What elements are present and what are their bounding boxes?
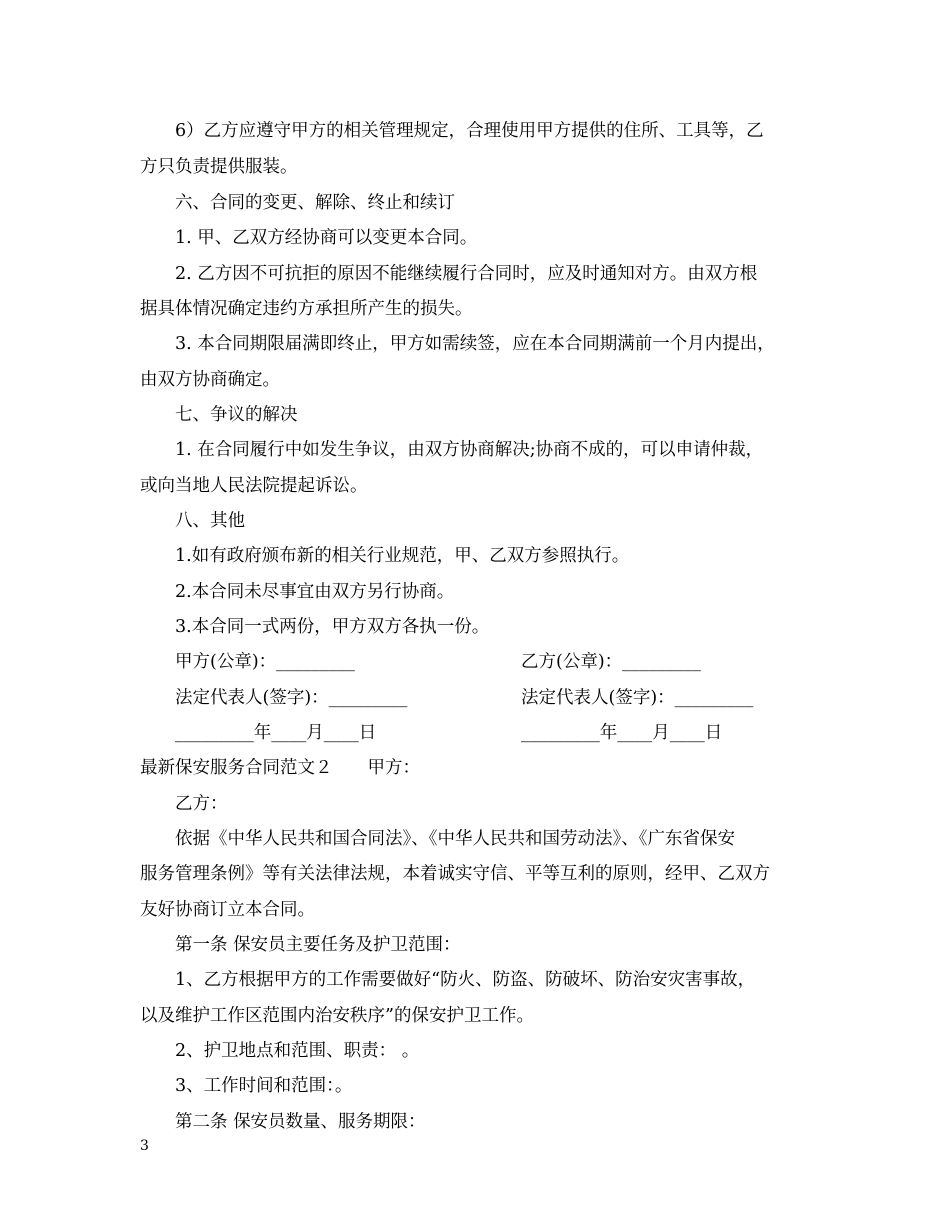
paragraph-line: 据具体情况确定违约方承担所产生的损失。 [140, 299, 473, 319]
section-heading: 八、其他 [175, 511, 245, 531]
paragraph-line: 友好协商订立本合同。 [140, 900, 315, 920]
paragraph-line: 1、乙方根据甲方的工作需要做好“防火、防盗、防破坏、防治安灾害事故， [175, 970, 756, 990]
section-heading: 六、合同的变更、解除、终止和续订 [175, 193, 455, 213]
paragraph-line: 3. 本合同期限届满即终止，甲方如需续签，应在本合同期满前一个月内提出， [175, 334, 775, 354]
paragraph-line: 以及维护工作区范围内治安秩序”的保安护卫工作。 [140, 1006, 534, 1026]
article-heading: 第二条 保安员数量、服务期限： [175, 1112, 426, 1132]
party-b-date-line: _________年____月____日 [521, 723, 723, 743]
article-heading: 第一条 保安员主要任务及护卫范围： [175, 935, 461, 955]
paragraph-line: 2、护卫地点和范围、职责： 。 [175, 1041, 420, 1061]
paragraph-line: 3、工作时间和范围：。 [175, 1076, 353, 1096]
paragraph-line: 由双方协商确定。 [140, 370, 280, 390]
paragraph-line: 依据《中华人民共和国合同法》、《中华人民共和国劳动法》、《广东省保安 [175, 829, 735, 849]
paragraph-line: 1.如有政府颁布新的相关行业规范，甲、乙双方参照执行。 [175, 546, 630, 566]
page-number: 3 [140, 1138, 149, 1154]
paragraph-line: 乙方： [175, 794, 228, 814]
paragraph-line: 6）乙方应遵守甲方的相关管理规定，合理使用甲方提供的住所、工具等，乙 [175, 121, 764, 141]
paragraph-line: 或向当地人民法院提起诉讼。 [140, 476, 368, 496]
party-a-seal-line: 甲方(公章)：_________ [175, 652, 355, 672]
party-a-date-line: _________年____月____日 [175, 723, 377, 743]
paragraph-line: 2.本合同未尽事宜由双方另行协商。 [175, 582, 455, 602]
paragraph-line: 方只负责提供服装。 [140, 157, 298, 177]
paragraph-line: 服务管理条例》等有关法律法规，本着诚实守信、平等互利的原则，经甲、乙双方 [140, 864, 770, 884]
paragraph-line: 1. 甲、乙双方经协商可以变更本合同。 [175, 228, 478, 248]
section-heading: 七、争议的解决 [175, 405, 298, 425]
paragraph-line: 2. 乙方因不可抗拒的原因不能继续履行合同时，应及时通知对方。由双方根 [175, 264, 758, 284]
party-b-seal-line: 乙方(公章)：_________ [521, 652, 701, 672]
paragraph-line: 3.本合同一式两份，甲方双方各执一份。 [175, 617, 490, 637]
section-title: 最新保安服务合同范文２ 甲方： [140, 758, 420, 778]
party-b-rep-line: 法定代表人(签字)：_________ [521, 688, 754, 708]
paragraph-line: 1. 在合同履行中如发生争议，由双方协商解决;协商不成的，可以申请仲裁， [175, 440, 764, 460]
party-a-rep-line: 法定代表人(签字)：_________ [175, 688, 408, 708]
